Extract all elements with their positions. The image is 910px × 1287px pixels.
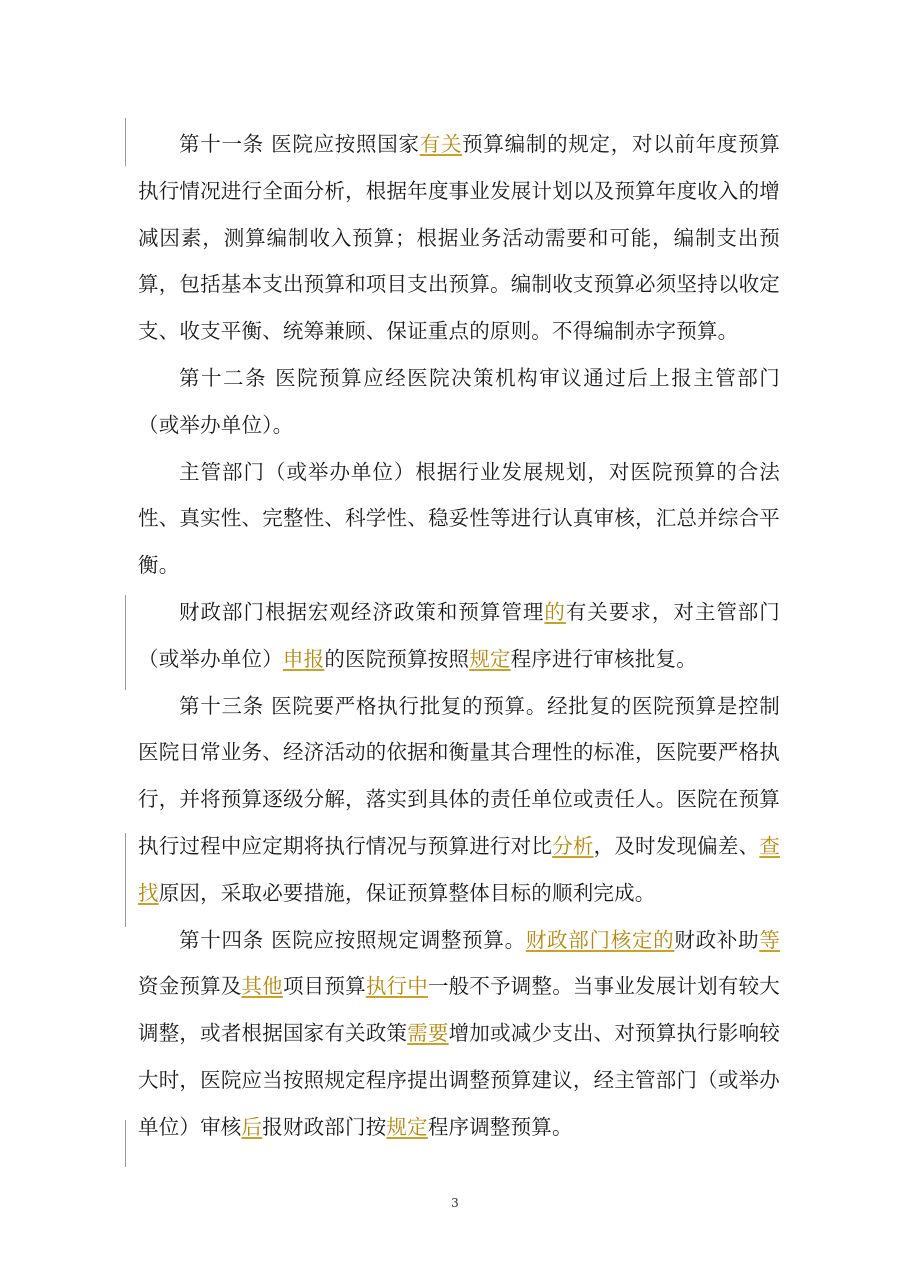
paragraph-text: 有关要求，对主管部门（或举办单位） bbox=[138, 599, 781, 671]
tracked-change-text[interactable]: 规定 bbox=[386, 1114, 428, 1139]
paragraph-text: 第十四条 医院应按照规定调整预算。 bbox=[179, 927, 526, 952]
paragraph-art12 bbox=[138, 355, 780, 449]
tracked-change-text[interactable]: 财政部门核定的 bbox=[525, 927, 675, 952]
tracked-change-text[interactable]: 需要 bbox=[407, 1021, 449, 1046]
tracked-change-text[interactable]: 其他 bbox=[241, 974, 283, 999]
paragraph-text: 主管部门（或举办单位）根据行业发展规划，对医院预算的合法性、真实性、完整性、科学性、稳妥性等进行认真审核，汇总并综合平衡。 bbox=[138, 459, 780, 578]
paragraph-text: 财政补助 bbox=[674, 927, 760, 952]
tracked-change-text[interactable]: 查找 bbox=[138, 833, 780, 905]
tracked-change-text[interactable]: 执行中 bbox=[365, 974, 428, 999]
document-body bbox=[138, 121, 780, 1151]
paragraph-text: 第十二条 医院预算应经医院决策机构审议通过后上报主管部门（或举办单位）。 bbox=[138, 365, 780, 437]
revision-bar bbox=[125, 833, 126, 927]
paragraph-text: 一般不予调整。当事业发展计划有较大调整，或者根据国家有关政策 bbox=[138, 974, 780, 1046]
revision-bar bbox=[125, 118, 126, 166]
paragraph-text: ，及时发现偏差、 bbox=[593, 833, 760, 858]
paragraph-text: 原因，采取必要措施，保证预算整体目标的顺利完成。 bbox=[158, 880, 656, 905]
paragraph-text: 的医院预算按照 bbox=[324, 646, 470, 671]
tracked-change-text[interactable]: 后 bbox=[241, 1114, 263, 1139]
tracked-change-text[interactable]: 规定 bbox=[469, 646, 511, 671]
paragraph-text: 项目预算 bbox=[282, 974, 366, 999]
page-number: 3 bbox=[451, 1196, 459, 1210]
revision-bar bbox=[125, 1120, 126, 1167]
tracked-change-text[interactable]: 的 bbox=[544, 599, 566, 624]
paragraph-text: 资金预算及 bbox=[138, 974, 242, 999]
paragraph-art14 bbox=[138, 917, 780, 1151]
paragraph-text: 财政部门根据宏观经济政策和预算管理 bbox=[179, 599, 545, 624]
paragraph-art13 bbox=[138, 683, 780, 917]
paragraph-art12b bbox=[138, 449, 780, 589]
paragraph-text: 增加或减少支出、对预算执行影响较大时，医院应当按照规定程序提出调整预算建议，经主管部门（或举办单位）审核 bbox=[138, 1021, 780, 1139]
revision-bar bbox=[125, 595, 126, 690]
paragraph-text: 报财政部门按 bbox=[262, 1114, 387, 1139]
paragraph-text: 预算编制的规定，对以前年度预算执行情况进行全面分析，根据年度事业发展计划以及预算年度收入的增减因素，测算编制收入预算；根据业务活动需要和可能，编制支出预算，包括基本支出预算和项目支出预算。编制收支预算必须坚持以收定支、收支平衡、统筹兼顾、保证重点的原则。不得编制赤字预算。 bbox=[138, 132, 781, 344]
paragraph-text: 第十三条 医院要严格执行批复的预算。经批复的医院预算是控制医院日常业务、经济活动的依据和衡量其合理性的标准，医院要严格执行，并将预算逐级分解，落实到具体的责任单位或责任人。医院在预算执行过程中应定期将执行情况与预算进行对比 bbox=[138, 693, 780, 858]
tracked-change-text[interactable]: 等 bbox=[759, 927, 781, 952]
paragraph-text: 第十一条 医院应按照国家 bbox=[179, 132, 420, 156]
tracked-change-text[interactable]: 有关 bbox=[419, 132, 463, 156]
paragraph-text: 程序进行审核批复。 bbox=[510, 646, 697, 671]
paragraph-text: 程序调整预算。 bbox=[427, 1114, 573, 1139]
paragraph-art11 bbox=[138, 121, 780, 355]
tracked-change-text[interactable]: 分析 bbox=[552, 833, 594, 858]
paragraph-art12c bbox=[138, 589, 780, 683]
tracked-change-text[interactable]: 申报 bbox=[282, 646, 325, 671]
